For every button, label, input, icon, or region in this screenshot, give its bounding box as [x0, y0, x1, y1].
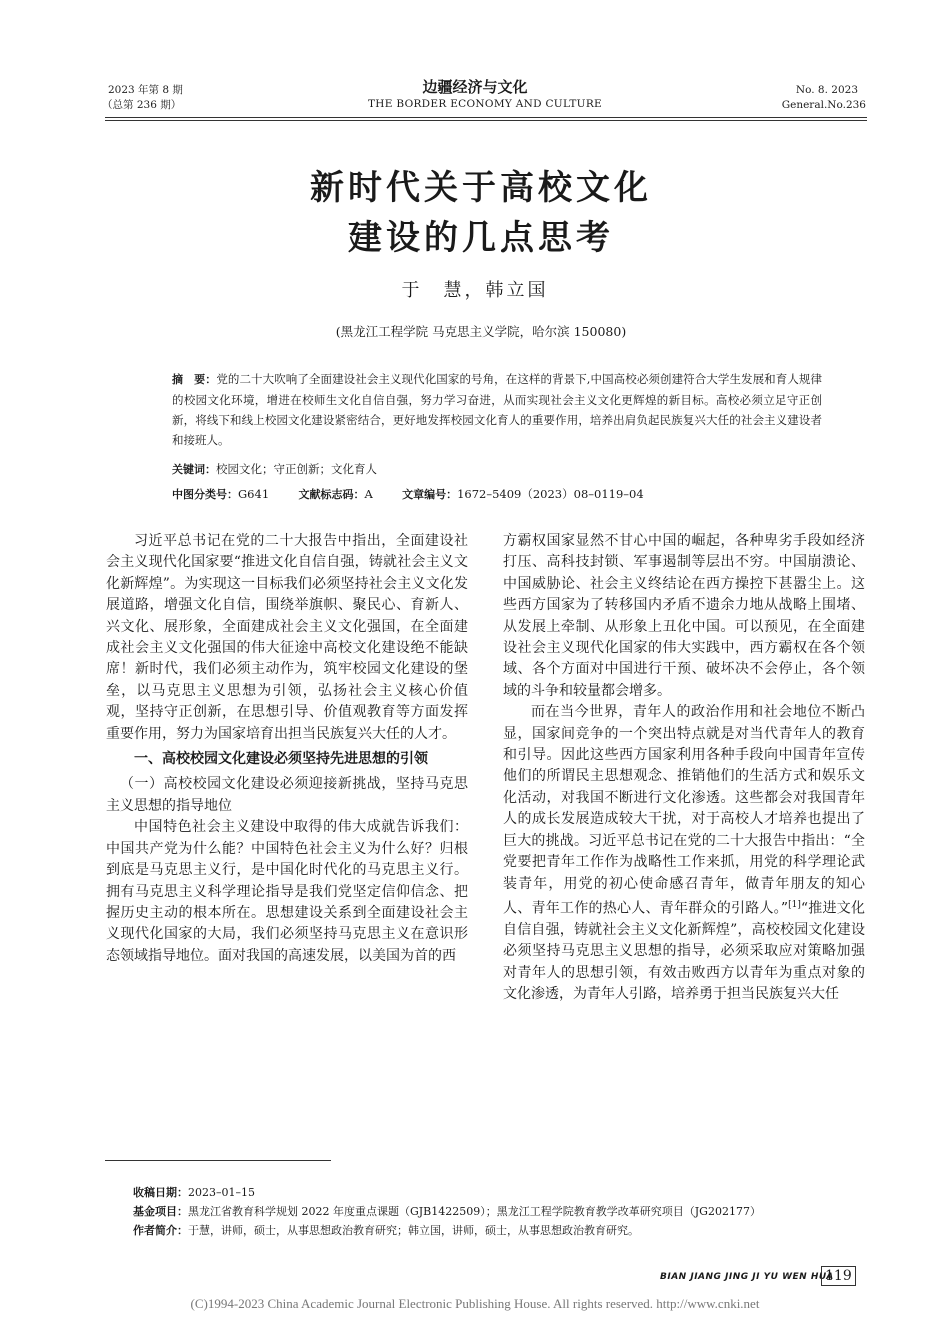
paragraph [503, 702, 865, 1005]
article-number-label: 文章编号： [402, 488, 458, 501]
subsection-heading: （一）高校校园文化建设必须迎接新挑战，坚持马克思主义思想的指导地位 [106, 776, 468, 814]
classification-line [172, 484, 872, 505]
paragraph-text: 而在当今世界，青年人的政治作用和社会地位不断凸显，国家间竞争的一个突出特点就是对当代青年人的教育和引导。因此这些西方国家利用各种手段向中国青年宣传他们的所谓民主思想观念、推销他们的生活方式和娱乐文化活动，对我国不断进行文化渗透。这些都会对我国青年人的成长发展造成较大干扰，对于高校人才培养也提出了巨大的挑战。习近平总书记在党的二十大报告中指出：“全党要把青年工作作为战略性工作来抓，用党的科学理论武装青年，用党的初心使命感召青年，做青年朋友的知心人、青年工作的热心人、青年群众的引路人。” [503, 704, 865, 917]
journal-brand-pinyin: BIAN JIANG JING JI YU WEN HUA [660, 1272, 834, 1282]
abstract [172, 369, 822, 450]
citation-ref[interactable]: [1] [788, 899, 801, 910]
body-left-column [106, 531, 468, 967]
copyright-notice: (C)1994-2023 China Academic Journal Electronic Publishing House. All rights reserved. http://www.cnki.net [190, 1296, 760, 1311]
authors: 于 慧，韩立国 [401, 280, 549, 301]
journal-title-cn: 边疆经济与文化 [422, 78, 528, 96]
journal-title-en: THE BORDER ECONOMY AND CULTURE [368, 98, 602, 110]
paragraph-text: “推进文化自信自强，铸就社会主义文化新辉煌”，高校校园文化建设必须坚持马克思主义思想的指导，必须采取应对策略加强对青年人的思想引领，有效击败西方以青年为重点对象的文化渗透，为青年人引路，培养勇于担当民族复兴大任 [503, 900, 865, 1003]
article-title-line1: 新时代关于高校文化 [310, 168, 652, 208]
fund-label: 基金项目： [133, 1205, 188, 1218]
doc-code-label: 文献标志码： [298, 488, 365, 501]
header-rule-double [105, 120, 867, 121]
article-title-line2: 建设的几点思考 [348, 218, 614, 258]
issue-general-en: General.No.236 [781, 99, 866, 111]
paragraph: 方霸权国家显然不甘心中国的崛起，各种卑劣手段如经济打压、高科技封锁、军事遏制等层出不穷。中国崩溃论、中国威胁论、社会主义终结论在西方操控下甚嚣尘上。这些西方国家为了转移国内矛盾不遗余力地从战略上围堵、从发展上牵制、从形象上丑化中国。可以预见，在全面建设社会主义现代化国家的伟大实践中，西方霸权在各个领域、各个方面对中国进行干预、破坏决不会停止，各个领域的斗争和较量都会增多。 [503, 533, 865, 699]
clc-label: 中图分类号： [172, 488, 238, 501]
received-date: 2023–01–15 [188, 1186, 255, 1199]
issue-total: （总第 236 期） [102, 99, 182, 111]
keywords-text: 校园文化；守正创新；文化育人 [216, 462, 377, 476]
keywords-label: 关键词： [172, 463, 216, 476]
paragraph: 习近平总书记在党的二十大报告中指出，全面建设社会主义现代化国家要“推进文化自信自强，铸就社会主义文化新辉煌”。为实现这一目标我们必须坚持社会主义文化发展道路，增强文化自信，围绕举旗帜、聚民心、育新人、兴文化、展形象，全面建成社会主义文化强国，在全面建成社会主义文化强国的伟大征途中高校文化建设绝不能缺席！新时代，我们必须主动作为，筑牢校园文化建设的堡垒，以马克思主义思想为引领，弘扬社会主义核心价值观，坚持守正创新，在思想引导、价值观教育等方面发挥重要作用，努力为国家培育出担当民族复兴大任的人才。 [106, 533, 468, 742]
author-text: 于慧，讲师，硕士，从事思想政治教育研究；韩立国，讲师，硕士，从事思想政治教育研究。 [188, 1224, 639, 1237]
clc-value: G641 [238, 487, 270, 501]
footnote-author [133, 1222, 863, 1240]
fund-text: 黑龙江省教育科学规划 2022 年度重点课题（GJB1422509）；黑龙江工程学院教育教学改革研究项目（JG202177） [188, 1205, 761, 1218]
received-label: 收稿日期： [133, 1186, 188, 1199]
paragraph: 中国特色社会主义建设中取得的伟大成就告诉我们：中国共产党为什么能？中国特色社会主义为什么好？归根到底是马克思主义行，是中国化时代化的马克思主义行。拥有马克思主义科学理论指导是我们党坚定信仰信念、把握历史主动的根本所在。思想建设关系到全面建设社会主义现代化国家的大局，我们必须坚持马克思主义在意识形态领域指导地位。面对我国的高速发展，以美国为首的西 [106, 819, 468, 964]
header-rule [105, 117, 867, 118]
issue-number-en: No. 8. 2023 [795, 84, 858, 96]
footnote-fund [133, 1203, 863, 1221]
article-number-value: 1672–5409（2023）08–0119–04 [457, 487, 644, 501]
affiliation: (黑龙江工程学院 马克思主义学院，哈尔滨 150080) [335, 324, 627, 339]
doc-code-value: A [364, 487, 373, 501]
author-label: 作者简介： [133, 1224, 188, 1237]
footnote-rule [105, 1160, 331, 1161]
section-heading: 一、高校校园文化建设必须坚持先进思想的引领 [134, 751, 428, 768]
keywords [172, 459, 377, 480]
abstract-label: 摘 要： [172, 373, 217, 386]
footnote-received [133, 1184, 863, 1202]
abstract-text: 党的二十大吹响了全面建设社会主义现代化国家的号角，在这样的背景下,中国高校必须创建符合大学生发展和育人规律的校园文化环境，增进在校师生文化自信自强，努力学习奋进，从而实现社会主义文化更辉煌的新目标。高校必须立足守正创新，将线下和线上校园文化建设紧密结合，更好地发挥校园文化育人的重要作用，培养出肩负起民族复兴大任的社会主义建设者和接班人。 [172, 372, 822, 447]
issue-year: 2023 年第 8 期 [108, 84, 183, 96]
body-right-column [503, 531, 865, 1006]
page-number: 119 [821, 1266, 856, 1286]
